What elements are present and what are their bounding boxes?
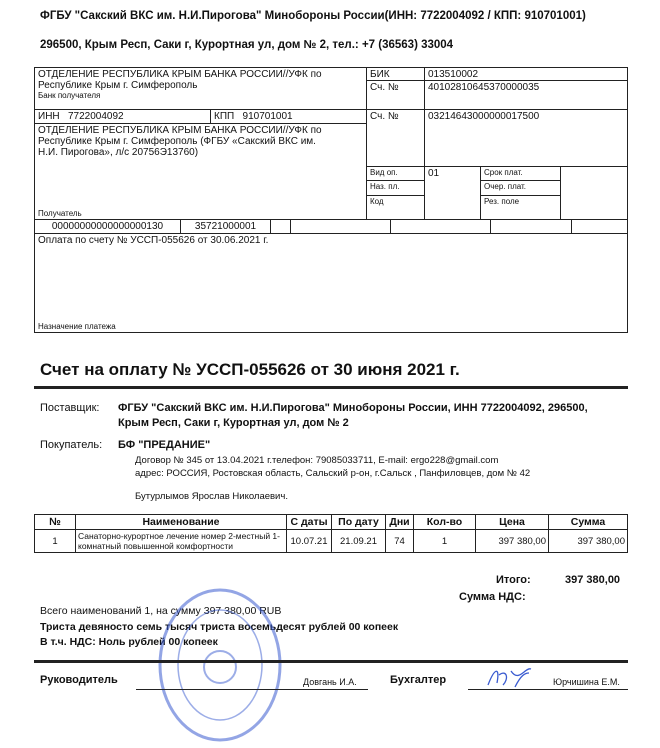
col-header: Дни bbox=[386, 515, 414, 530]
purpose-label: Назначение платежа bbox=[38, 322, 116, 331]
col-header: По дату bbox=[332, 515, 386, 530]
invoice-title: Счет на оплату № УССП-055626 от 30 июня 2021 г. bbox=[40, 360, 460, 379]
kpp-label: КПП bbox=[214, 111, 235, 122]
recipient-name: ОТДЕЛЕНИЕ РЕСПУБЛИКА КРЫМ БАНКА РОССИИ//УФК по Республике Крым г. Симферополь (ФГБУ «Сакский ВКС им. Н.И. Пирогова», л/с 20756Э13760) bbox=[38, 125, 322, 158]
purpose-text: Оплата по счету № УССП-055626 от 30.06.2021 г. bbox=[38, 235, 269, 246]
buyer-label: Покупатель: bbox=[40, 439, 103, 451]
bik-value: 013510002 bbox=[424, 67, 628, 81]
head-label: Руководитель bbox=[40, 674, 118, 686]
col-header: Цена bbox=[476, 515, 549, 530]
oktmo-value: 35721000001 bbox=[180, 219, 271, 234]
summary-line: Всего наименований 1, на сумму 397 380,00 RUB bbox=[40, 605, 282, 617]
accountant-label: Бухгалтер bbox=[390, 674, 447, 686]
cell-days: 74 bbox=[386, 530, 414, 553]
srok-label: Срок плат. bbox=[480, 166, 561, 181]
inn-cell bbox=[34, 109, 211, 124]
vid-op-label: Вид оп. bbox=[366, 166, 425, 181]
kpp-cell bbox=[210, 109, 367, 124]
vat-in-words: В т.ч. НДС: Ноль рублей 00 копеек bbox=[40, 636, 218, 648]
head-name: Довгань И.А. bbox=[303, 677, 357, 687]
table-row bbox=[35, 530, 628, 553]
supplier-line-2: Крым Респ, Саки г, Курортная ул, дом № 2 bbox=[118, 417, 349, 429]
kpp-value: 910701001 bbox=[242, 111, 293, 122]
cell-num: 1 bbox=[35, 530, 76, 553]
total-value: 397 380,00 bbox=[565, 574, 621, 586]
buyer-name: БФ "ПРЕДАНИЕ" bbox=[118, 439, 211, 451]
accountant-name: Юрчишина Е.М. bbox=[553, 677, 620, 687]
signature-icon bbox=[485, 665, 535, 690]
empty-cell bbox=[390, 219, 491, 234]
vat-label: Сумма НДС: bbox=[459, 591, 526, 603]
buyer-address: адрес: РОССИЯ, Ростовская область, Сальский р-он, г.Сальск , Панфиловцев, дом № 42 bbox=[135, 468, 531, 479]
bank-label: Банк получателя bbox=[38, 91, 101, 100]
cell-qty: 1 bbox=[414, 530, 476, 553]
org-header: ФГБУ "Сакский ВКС им. Н.И.Пирогова" Минобороны России(ИНН: 7722004092 / КПП: 910701001) bbox=[40, 10, 586, 22]
acc-label: Сч. № bbox=[366, 109, 425, 167]
empty-cell bbox=[490, 219, 572, 234]
inn-label: ИНН bbox=[38, 111, 60, 122]
divider bbox=[34, 660, 628, 663]
inn-value: 7722004092 bbox=[67, 111, 124, 122]
cell-name: Санаторно-курортное лечение номер 2-местный 1-комнатный повышенной комфортности bbox=[76, 530, 287, 553]
recipient-cell bbox=[34, 123, 367, 220]
org-address: 296500, Крым Респ, Саки г, Курортная ул, дом № 2, тел.: +7 (36563) 33004 bbox=[40, 39, 454, 51]
bank-name: ОТДЕЛЕНИЕ РЕСПУБЛИКА КРЫМ БАНКА РОССИИ//УФК по Республике Крым г. Симферополь bbox=[38, 69, 322, 91]
rez-label: Рез. поле bbox=[480, 195, 561, 220]
empty-cell bbox=[290, 219, 391, 234]
cell-price: 397 380,00 bbox=[476, 530, 549, 553]
purpose-cell bbox=[34, 233, 628, 333]
kbk-value: 00000000000000000130 bbox=[34, 219, 181, 234]
buyer-person: Бутурлымов Ярослав Николаевич. bbox=[135, 491, 288, 502]
supplier-label: Поставщик: bbox=[40, 402, 100, 414]
buyer-contract: Договор № 345 от 13.04.2021 г.телефон: 79085033711, E-mail: ergo228@gmail.com bbox=[135, 455, 499, 466]
recipient-label: Получатель bbox=[38, 209, 82, 218]
cell-from: 10.07.21 bbox=[287, 530, 332, 553]
corr-acc-value: 40102810645370000035 bbox=[424, 80, 628, 110]
total-label: Итого: bbox=[496, 574, 531, 586]
head-signature-line bbox=[136, 689, 368, 690]
divider bbox=[34, 386, 628, 389]
ocher-label: Очер. плат. bbox=[480, 180, 561, 196]
col-header: Сумма bbox=[549, 515, 628, 530]
vid-op-value: 01 bbox=[424, 166, 481, 220]
srok-value bbox=[560, 166, 628, 220]
col-header: С даты bbox=[287, 515, 332, 530]
col-header: Наименование bbox=[76, 515, 287, 530]
empty-cell bbox=[270, 219, 291, 234]
supplier-line-1: ФГБУ "Сакский ВКС им. Н.И.Пирогова" Минобороны России, ИНН 7722004092, 296500, bbox=[118, 402, 588, 414]
acc-value: 03214643000000017500 bbox=[424, 109, 628, 167]
bik-label: БИК bbox=[366, 67, 425, 81]
bank-name-cell bbox=[34, 67, 367, 110]
amount-in-words: Триста девяносто семь тысяч триста восемьдесят рублей 00 копеек bbox=[40, 621, 399, 633]
cell-sum: 397 380,00 bbox=[549, 530, 628, 553]
empty-cell bbox=[571, 219, 628, 234]
official-stamp-icon bbox=[145, 585, 295, 745]
cell-to: 21.09.21 bbox=[332, 530, 386, 553]
naz-pl-label: Наз. пл. bbox=[366, 180, 425, 196]
col-header: Кол-во bbox=[414, 515, 476, 530]
table-header-row bbox=[35, 515, 628, 530]
kod-label: Код bbox=[366, 195, 425, 220]
items-table bbox=[34, 514, 628, 553]
col-header: № bbox=[35, 515, 76, 530]
corr-acc-label: Сч. № bbox=[366, 80, 425, 110]
